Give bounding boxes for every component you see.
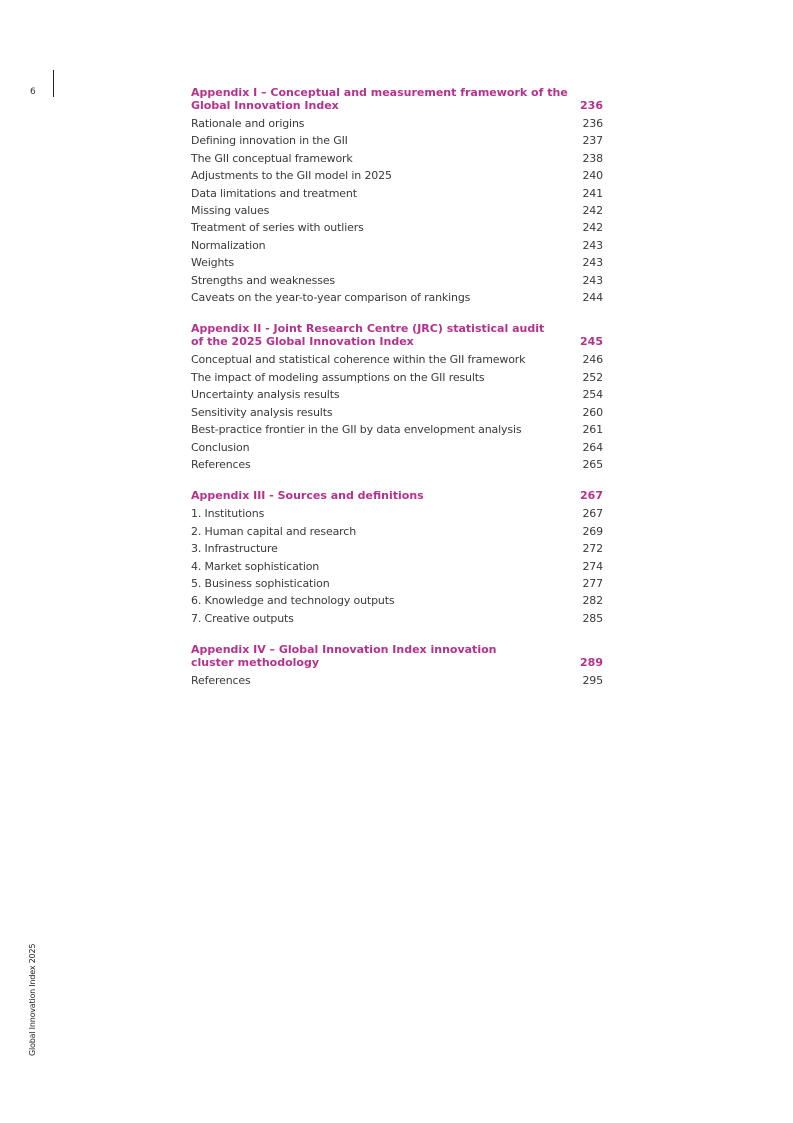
- section-heading[interactable]: [191, 86, 603, 112]
- toc-entry-title: Weights: [191, 256, 235, 270]
- toc-entry[interactable]: [191, 185, 603, 202]
- toc-entry-page: 252: [582, 370, 603, 384]
- toc-section: [191, 322, 603, 473]
- toc-entry[interactable]: [191, 456, 603, 473]
- side-label: Global Innovation Index 2025: [28, 943, 37, 1056]
- toc-entry[interactable]: [191, 610, 603, 627]
- toc-entry-title: Adjustments to the GII model in 2025: [191, 169, 392, 183]
- section-title-line: Appendix I – Conceptual and measurement framework of the: [191, 86, 568, 99]
- section-heading[interactable]: [191, 322, 603, 348]
- toc-entry-page: 267: [582, 507, 603, 521]
- toc-entry-page: 264: [582, 440, 603, 454]
- toc-entry[interactable]: [191, 386, 603, 403]
- toc-entry-page: 277: [582, 576, 603, 590]
- section-title: [191, 86, 568, 112]
- toc-entry-page: 269: [582, 524, 603, 538]
- toc-entry-page: 260: [582, 405, 603, 419]
- toc-entry-title: 7. Creative outputs: [191, 611, 294, 625]
- toc-entry[interactable]: [191, 540, 603, 557]
- toc-entry-page: 254: [582, 388, 603, 402]
- toc-entry-title: Best-practice frontier in the GII by data envelopment analysis: [191, 423, 522, 437]
- toc-entry[interactable]: [191, 237, 603, 254]
- toc-entry-title: Normalization: [191, 238, 266, 252]
- toc-entry-title: Treatment of series with outliers: [191, 221, 364, 235]
- section-heading[interactable]: [191, 489, 603, 502]
- toc-entry-page: 236: [582, 117, 603, 130]
- toc-entry-title: Rationale and origins: [191, 117, 305, 130]
- section-heading[interactable]: [191, 643, 603, 669]
- toc-entry-title: 2. Human capital and research: [191, 524, 357, 538]
- section-title-line: of the 2025 Global Innovation Index: [191, 335, 414, 349]
- toc-entry-page: 282: [582, 594, 603, 608]
- section-page-number: 245: [580, 335, 603, 349]
- toc-entry[interactable]: [191, 115, 603, 132]
- toc-entry-title: Conclusion: [191, 440, 250, 454]
- toc-entry-page: 243: [582, 256, 603, 270]
- toc-entry-title: The impact of modeling assumptions on the GII results: [191, 370, 485, 384]
- toc-entry[interactable]: [191, 505, 603, 522]
- section-title-line: Appendix IV – Global Innovation Index innovation: [191, 643, 497, 657]
- toc-entry-page: 241: [582, 186, 603, 200]
- toc-entry[interactable]: [191, 439, 603, 456]
- toc-entry[interactable]: [191, 254, 603, 271]
- section-title: [191, 643, 536, 669]
- section-title: [191, 322, 545, 349]
- toc-entry-title: Data limitations and treatment: [191, 186, 357, 200]
- toc-entry[interactable]: [191, 132, 603, 149]
- toc-entry-title: 3. Infrastructure: [191, 542, 278, 556]
- toc-entry-title: Caveats on the year-to-year comparison of rankings: [191, 291, 471, 305]
- toc-entry-title: 4. Market sophistication: [191, 559, 320, 573]
- toc-entry-title: References: [191, 674, 251, 688]
- toc-entry[interactable]: [191, 289, 603, 306]
- toc-entry[interactable]: [191, 558, 603, 575]
- toc-entry-page: 237: [582, 134, 603, 148]
- section-title-line: Appendix II - Joint Research Centre (JRC) statistical audit: [191, 322, 545, 336]
- toc-entry-page: 274: [582, 559, 603, 573]
- toc-entry[interactable]: [191, 150, 603, 167]
- toc-entry-page: 243: [582, 238, 603, 252]
- toc-entry-page: 295: [582, 674, 603, 688]
- page-number: 6: [30, 87, 36, 97]
- toc-section: [191, 489, 603, 627]
- toc-entry[interactable]: [191, 592, 603, 609]
- toc-entry-title: The GII conceptual framework: [191, 151, 353, 165]
- toc-section: [191, 643, 603, 689]
- toc-entry[interactable]: [191, 672, 603, 689]
- toc-entry-page: 242: [582, 204, 603, 218]
- toc-entry[interactable]: [191, 369, 603, 386]
- toc-entry-title: 5. Business sophistication: [191, 576, 330, 590]
- toc-entry[interactable]: [191, 202, 603, 219]
- toc-entry-page: 265: [582, 457, 603, 471]
- toc-entry[interactable]: [191, 272, 603, 289]
- toc-entry-title: 1. Institutions: [191, 507, 265, 521]
- header-rule: [53, 70, 54, 97]
- toc-entry[interactable]: [191, 575, 603, 592]
- toc-entry-page: 240: [582, 169, 603, 183]
- toc-entry-title: Sensitivity analysis results: [191, 405, 333, 419]
- toc-entry-page: 244: [582, 291, 603, 305]
- toc-entry-title: Defining innovation in the GII: [191, 134, 348, 148]
- toc-entry[interactable]: [191, 351, 603, 368]
- section-page-number: 236: [580, 99, 603, 112]
- toc-section: [191, 86, 603, 306]
- toc-entry-page: 272: [582, 542, 603, 556]
- toc-entry[interactable]: [191, 167, 603, 184]
- toc-entry-title: Uncertainty analysis results: [191, 388, 340, 402]
- toc-entry-page: 285: [582, 611, 603, 625]
- toc-entry-page: 246: [582, 353, 603, 367]
- toc-entry-page: 243: [582, 273, 603, 287]
- toc-entry-title: Conceptual and statistical coherence within the GII framework: [191, 353, 526, 367]
- section-title-line: Global Innovation Index: [191, 99, 339, 112]
- section-page-number: 267: [580, 489, 603, 503]
- section-title-line: cluster methodology: [191, 656, 320, 670]
- section-title: [191, 489, 536, 502]
- toc-entry-page: 261: [582, 423, 603, 437]
- section-title-line: Appendix III - Sources and definitions: [191, 489, 424, 503]
- toc-entry[interactable]: [191, 219, 603, 236]
- toc-entry-page: 242: [582, 221, 603, 235]
- toc-entry[interactable]: [191, 404, 603, 421]
- toc-entry-page: 238: [582, 151, 603, 165]
- section-page-number: 289: [580, 656, 603, 670]
- toc-entry-title: Missing values: [191, 204, 270, 218]
- toc-entry-title: References: [191, 457, 251, 471]
- toc-entry-title: 6. Knowledge and technology outputs: [191, 594, 395, 608]
- table-of-contents: [191, 86, 603, 706]
- toc-entry[interactable]: [191, 421, 603, 438]
- toc-entry-title: Strengths and weaknesses: [191, 273, 335, 287]
- toc-entry[interactable]: [191, 523, 603, 540]
